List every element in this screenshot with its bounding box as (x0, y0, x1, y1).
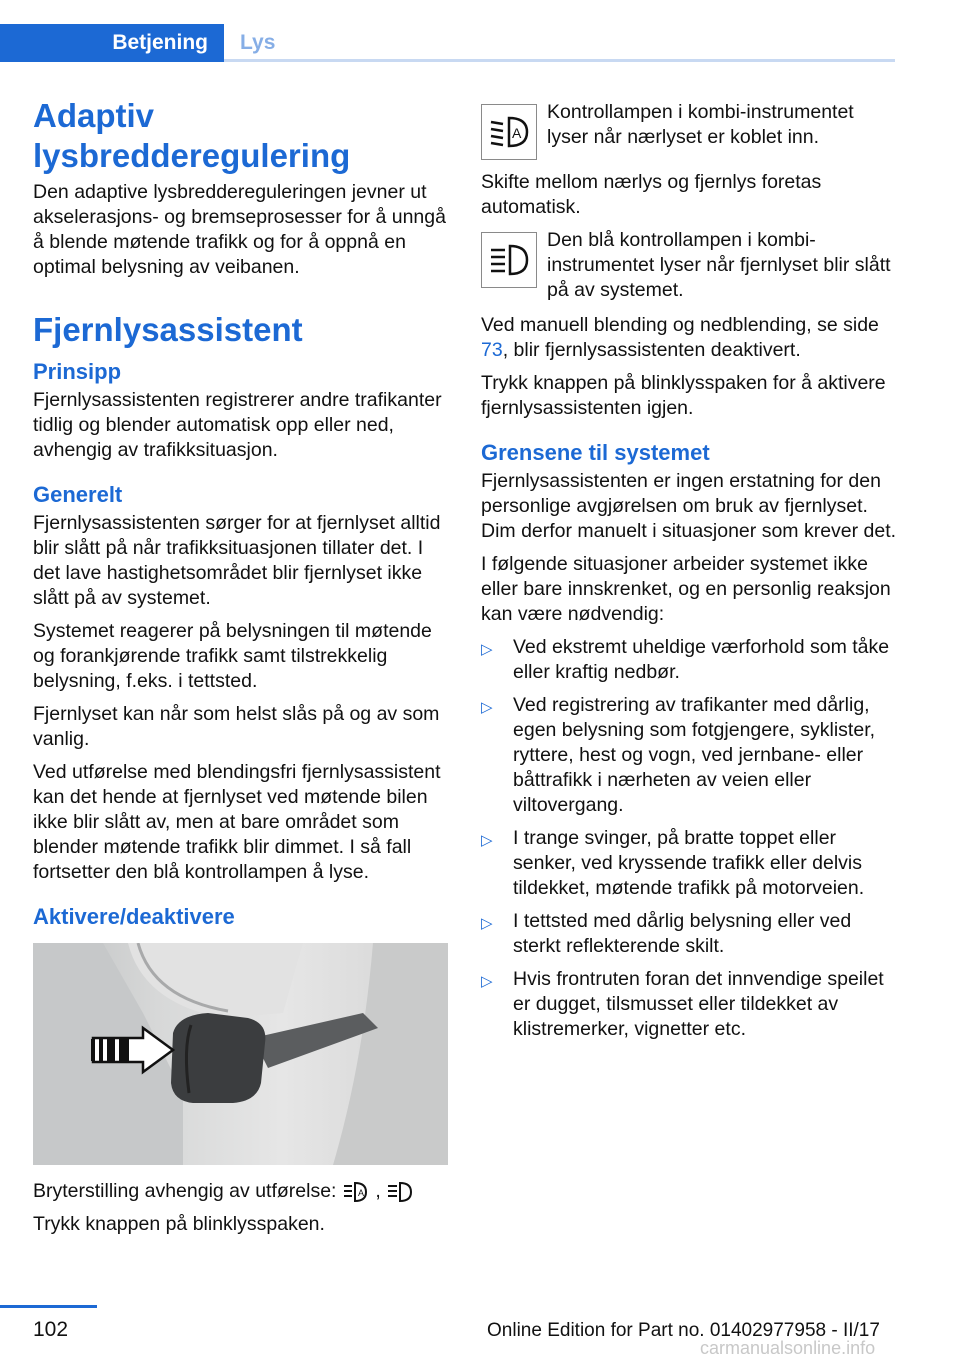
grensene-paragraph-2: I følgende situasjoner arbeider systemet ikke eller bare innskrenket, og en personlig reaksjon kan være nødvendig: (481, 553, 891, 625)
list-item: ▷ I tettsted med dårlig belysning eller ved sterkt reflekterende skilt. (481, 910, 852, 957)
lever-photo (33, 943, 448, 1165)
aktivere-heading: Aktivere/deaktivere (33, 904, 235, 929)
list-item: ▷ I trange svinger, på bratte toppet eller senker, ved kryssende trafikk eller delvis tildekket, møtende trafikk på motorveien. (481, 827, 865, 899)
triangle-bullet-icon: ▷ (481, 973, 493, 990)
caption-line-1 (33, 1179, 450, 1204)
page-link-73[interactable]: 73 (481, 339, 503, 361)
highbeam-symbol-icon (386, 1180, 414, 1204)
list-item: ▷ Ved registrering av trafikanter med dårlig, egen belysning som fotgjengere, syklister, ryttere, hest og vogn, ved jernbane- eller båttrafikk i nærheten av veien eller viltovergang. (481, 694, 876, 816)
page-number: 102 (33, 1318, 69, 1341)
caption-prefix: Bryterstilling avhengig av utførelse: (33, 1180, 337, 1202)
grensene-paragraph-1: Fjernlysassistenten er ingen erstatning for den personlige avgjørelsen om bruk av fjernlyset. Dim derfor manuelt i situasjoner som krever det. (481, 470, 897, 542)
indicator-lowbeam-text: Kontrollampen i kombi-instrumentet lyser når nærlyset er koblet inn. (547, 101, 854, 148)
list-item: ▷ Ved ekstremt uheldige værforhold som tåke eller kraftig nedbør. (481, 636, 890, 683)
caption-line-2: Trykk knappen på blinklysspaken. (33, 1213, 325, 1235)
highbeam-indicator-icon (481, 232, 537, 288)
lever-illustration (33, 943, 448, 1165)
watermark: carmanualsonline.info (700, 1338, 876, 1358)
limitations-list (481, 635, 897, 1042)
auto-lowbeam-indicator-icon (481, 104, 537, 160)
tab-lys[interactable]: Lys (240, 31, 276, 54)
generelt-paragraph-4: Ved utførelse med blendingsfri fjernlysassistent kan det hende at fjernlyset ved møtende bilen ikke blir slått av, men at bare området som blender møtende trafikk blir dimmet. I så fall fortsetter den blå kontrollampen å lyse. (33, 761, 441, 883)
intro-text: Den adaptive lysbreddereguleringen jevner ut akselerasjons- og bremseprosesser for å unngå å blende møtende trafikk og for å oppnå en optimal belysning av veibanen. (33, 181, 446, 278)
manual-text-b: , blir fjernlysassistenten deaktivert. (502, 339, 801, 361)
list-item: ▷ Hvis frontruten foran det innvendige speilet er dugget, tilsmusset eller tildekket av klistremerker, vignetter etc. (481, 968, 884, 1040)
section-title: Fjernlysassistent (33, 311, 303, 348)
prinsipp-text: Fjernlysassistenten registrerer andre trafikanter tidlig og blender automatisk opp eller ned, avhengig av trafikksituasjon. (33, 389, 442, 461)
indicator-lowbeam (481, 100, 897, 160)
svg-text:A: A (357, 1187, 364, 1198)
footer-rule (0, 1305, 97, 1308)
header-bar (0, 0, 895, 62)
triangle-bullet-icon: ▷ (481, 699, 493, 716)
indicator-highbeam (481, 228, 897, 303)
switch-text: Skifte mellom nærlys og fjernlys foretas automatisk. (481, 171, 822, 218)
grensene-heading: Grensene til systemet (481, 440, 710, 465)
triangle-bullet-icon: ▷ (481, 641, 493, 658)
tab-betjening[interactable]: Betjening (0, 24, 224, 62)
triangle-bullet-icon: ▷ (481, 832, 493, 849)
svg-text:A: A (512, 125, 522, 141)
generelt-paragraph-1: Fjernlysassistenten sørger for at fjernlyset alltid blir slått på når trafikksituasjonen tillater det. I det lave hastighetsområdet blir fjernlyset ikke slått på av systemet. (33, 512, 441, 609)
page-title: Adaptiv lysbredderegulering (33, 97, 351, 174)
caption-separator: , (375, 1180, 381, 1202)
generelt-paragraph-2: Systemet reagerer på belysningen til møtende og forankjørende trafikk samt tilstrekkelig belysning, f.eks. i tettsted. (33, 620, 432, 692)
auto-highbeam-symbol-icon (342, 1180, 370, 1204)
header-rule (224, 59, 895, 62)
generelt-paragraph-3: Fjernlyset kan når som helst slås på og av som vanlig. (33, 703, 440, 750)
generelt-heading: Generelt (33, 482, 123, 507)
triangle-bullet-icon: ▷ (481, 915, 493, 932)
manual-text (481, 313, 897, 363)
prinsipp-heading: Prinsipp (33, 359, 122, 384)
edition-text: Online Edition for Part no. 01402977958 - II/17 (487, 1320, 880, 1341)
manual-text-a: Ved manuell blending og nedblending, se side (481, 314, 879, 336)
indicator-highbeam-text: Den blå kontrollampen i kombi-instrumentet lyser når fjernlyset blir slått på av systemet. (547, 229, 891, 301)
right-column (481, 100, 897, 1050)
left-column (33, 96, 450, 1245)
press-text: Trykk knappen på blinklysspaken for å aktivere fjernlysassistenten igjen. (481, 372, 886, 419)
